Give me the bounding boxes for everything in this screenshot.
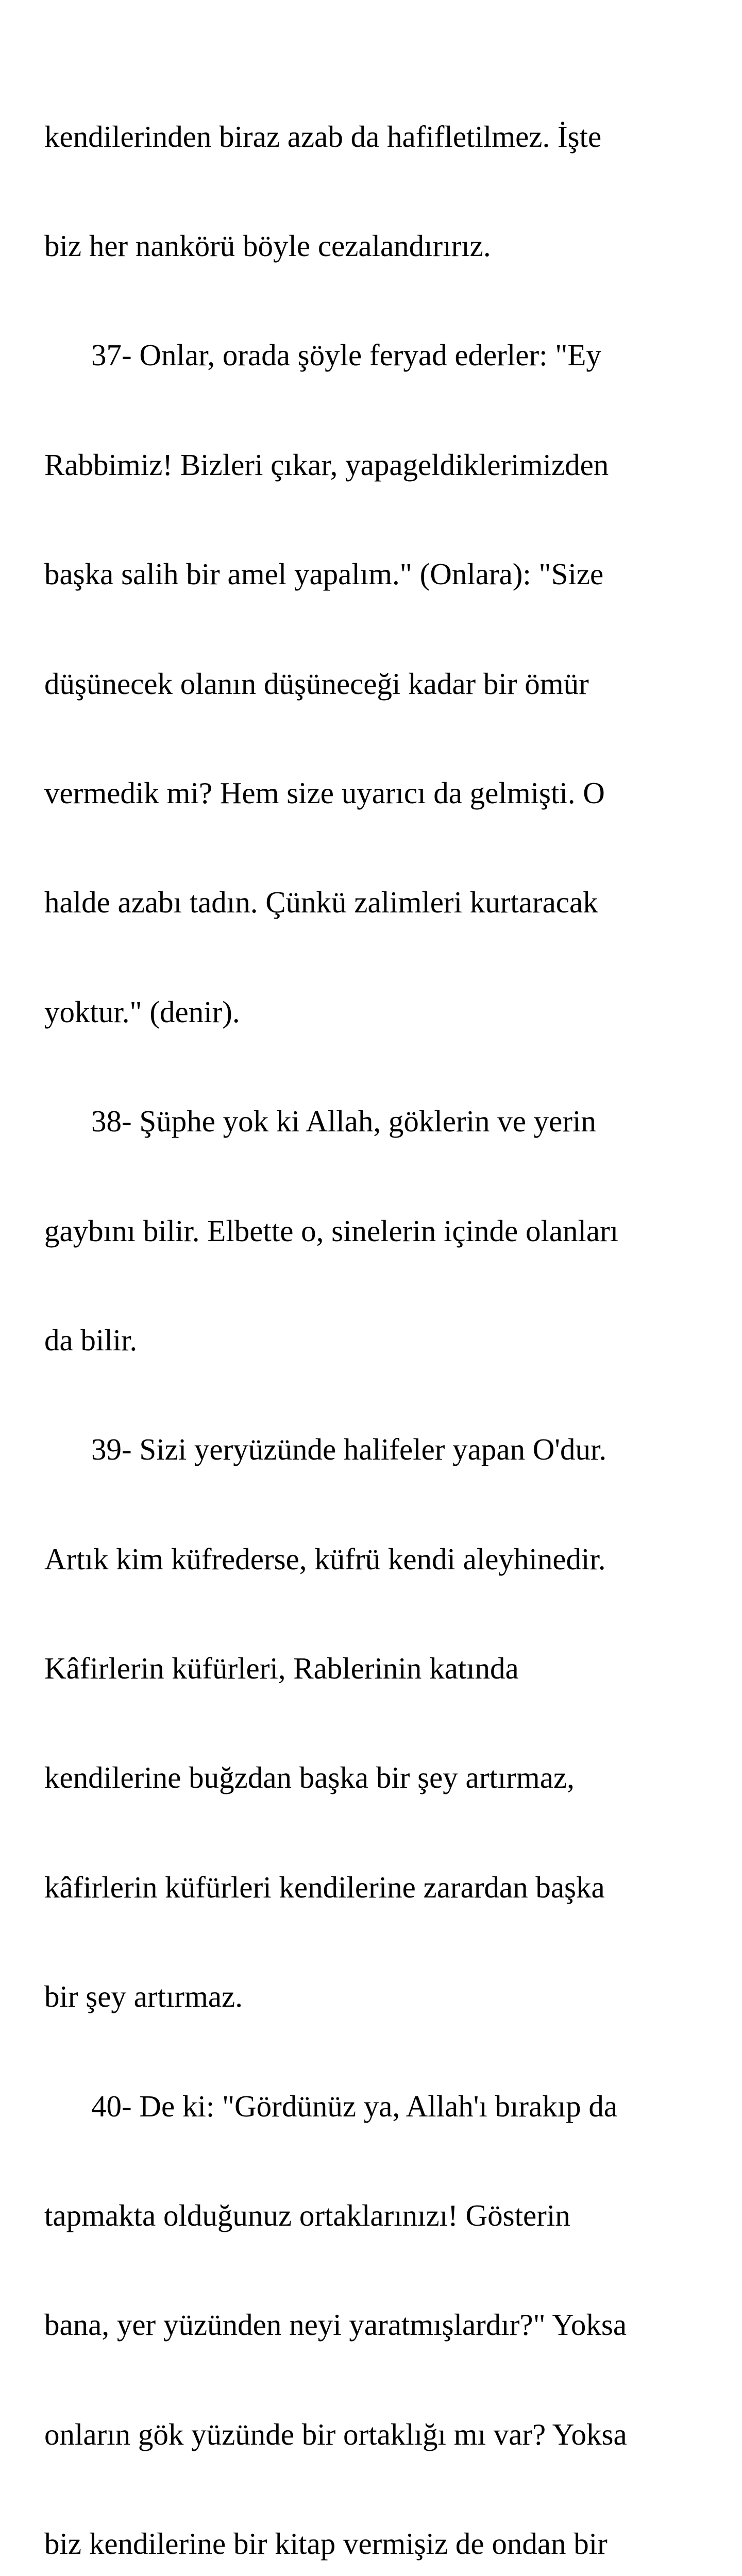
text-line: kendilerine buğzdan başka bir şey artırmaz, bbox=[44, 1760, 575, 1795]
text-line: biz her nankörü böyle cezalandırırız. bbox=[44, 228, 491, 263]
verse-40-start: 40- De ki: "Gördünüz ya, Allah'ı bırakıp da bbox=[91, 2089, 618, 2123]
text-line: tapmakta olduğunuz ortaklarınızı! Gösterin bbox=[44, 2198, 570, 2233]
text-line: bir şey artırmaz. bbox=[44, 1979, 243, 2014]
text-line: vermedik mi? Hem size uyarıcı da gelmişti. O bbox=[44, 775, 605, 810]
verse-37-start: 37- Onlar, orada şöyle feryad ederler: "Ey bbox=[91, 338, 601, 372]
text-line: onların gök yüzünde bir ortaklığı mı var? Yoksa bbox=[44, 2417, 627, 2451]
text-line: yoktur." (denir). bbox=[44, 994, 240, 1029]
text-line: başka salih bir amel yapalım." (Onlara): "Size bbox=[44, 557, 604, 591]
text-line: düşünecek olanın düşüneceği kadar bir ömür bbox=[44, 666, 589, 701]
body-text bbox=[44, 45, 730, 2576]
text-line: Artık kim küfrederse, küfrü kendi aleyhinedir. bbox=[44, 1541, 606, 1576]
text-line: kâfirlerin küfürleri kendilerine zarardan başka bbox=[44, 1870, 605, 1904]
verse-38-start: 38- Şüphe yok ki Allah, göklerin ve yerin bbox=[91, 1104, 596, 1139]
text-line: biz kendilerine bir kitap vermişiz de ondan bir bbox=[44, 2527, 608, 2561]
text-line: halde azabı tadın. Çünkü zalimleri kurtaracak bbox=[44, 885, 598, 920]
text-line: kendilerinden biraz azab da hafifletilmez. İşte bbox=[44, 119, 602, 154]
verse-39-start: 39- Sizi yeryüzünde halifeler yapan O'dur. bbox=[91, 1432, 607, 1467]
text-line: gaybını bilir. Elbette o, sinelerin içinde olanları bbox=[44, 1213, 619, 1248]
text-line: Rabbimiz! Bizleri çıkar, yapageldiklerimizden bbox=[44, 447, 609, 482]
text-line: da bilir. bbox=[44, 1323, 138, 1357]
text-line: Kâfirlerin küfürleri, Rablerinin katında bbox=[44, 1651, 519, 1686]
text-line: bana, yer yüzünden neyi yaratmışlardır?" Yoksa bbox=[44, 2308, 627, 2342]
